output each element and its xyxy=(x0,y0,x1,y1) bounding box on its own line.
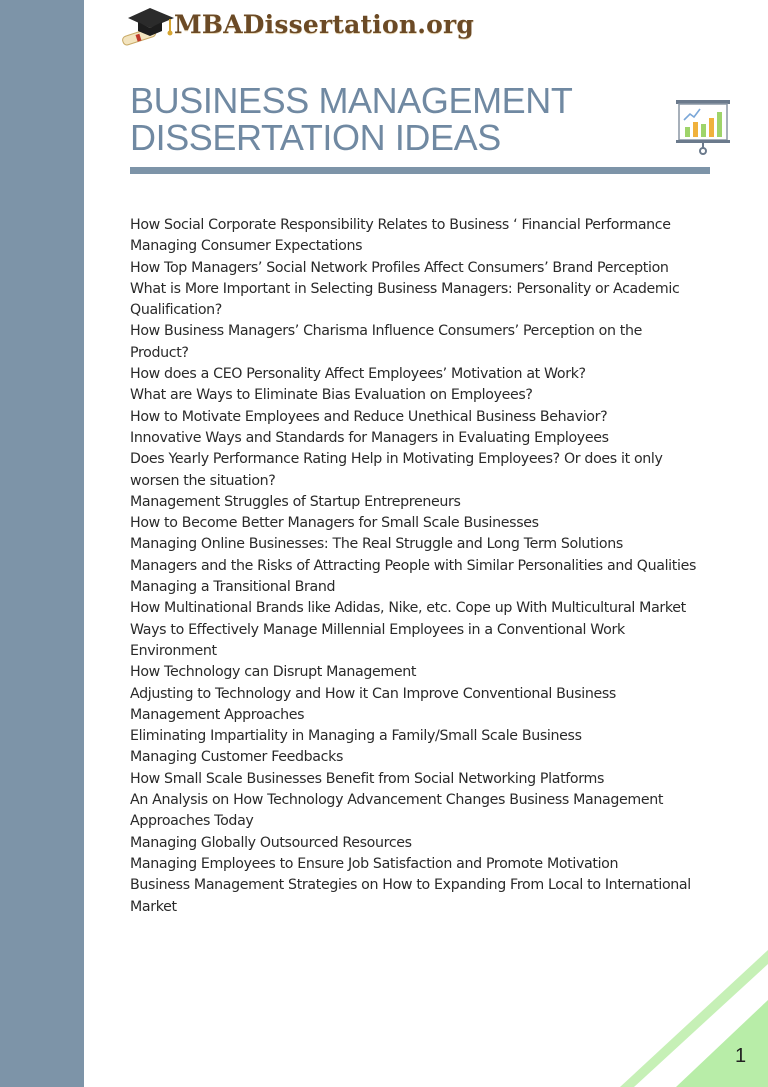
list-item: Managing a Transitional Brand xyxy=(130,579,336,596)
list-item: What are Ways to Eliminate Bias Evaluation on Employees? xyxy=(130,387,533,404)
list-item: How Top Managers’ Social Network Profiles Affect Consumers’ Brand Perception xyxy=(130,259,669,276)
list-item: Managers and the Risks of Attracting People with Similar Personalities and Qualities xyxy=(130,557,696,574)
page-number: 1 xyxy=(735,1045,747,1067)
list-item: Does Yearly Performance Rating Help in Motivating Employees? Or does it only worsen the situation? xyxy=(130,451,663,489)
list-item: What is More Important in Selecting Business Managers: Personality or Academic Qualification? xyxy=(130,280,680,319)
site-logo[interactable] xyxy=(118,4,478,48)
list-item: How to Become Better Managers for Small Scale Businesses xyxy=(130,515,539,532)
presentation-chart-icon xyxy=(674,100,732,156)
left-sidebar-band xyxy=(0,0,84,1087)
dissertation-ideas-list xyxy=(130,215,700,918)
title-line-1: BUSINESS MANAGEMENT xyxy=(130,80,573,121)
list-item: Managing Globally Outsourced Resources xyxy=(130,834,412,851)
list-item: Adjusting to Technology and How it Can Improve Conventional Business Management Approaches xyxy=(130,685,616,723)
list-item: Management Struggles of Startup Entrepreneurs xyxy=(130,493,461,510)
list-item: Managing Employees to Ensure Job Satisfaction and Promote Motivation xyxy=(130,855,619,872)
list-item: Eliminating Impartiality in Managing a Family/Small Scale Business xyxy=(130,728,582,745)
list-item: An Analysis on How Technology Advancement Changes Business Management Approaches Today xyxy=(130,792,664,830)
list-item: Managing Online Businesses: The Real Struggle and Long Term Solutions xyxy=(130,536,623,553)
list-item: How to Motivate Employees and Reduce Unethical Business Behavior? xyxy=(130,408,608,425)
list-item: Ways to Effectively Manage Millennial Employees in a Conventional Work Environment xyxy=(130,621,625,659)
list-item: Business Management Strategies on How to Expanding From Local to International Market xyxy=(130,877,691,915)
page-title xyxy=(130,82,650,156)
list-item: How Small Scale Businesses Benefit from Social Networking Platforms xyxy=(130,770,604,787)
list-item: How Technology can Disrupt Management xyxy=(130,664,417,681)
list-item: How Business Managers’ Charisma Influence Consumers’ Perception on the Product? xyxy=(130,323,643,361)
list-item: How Social Corporate Responsibility Relates to Business ‘ Financial Performance xyxy=(130,217,671,233)
list-item: Managing Consumer Expectations xyxy=(130,238,363,255)
title-line-2: DISSERTATION IDEAS xyxy=(130,117,501,158)
list-item: How Multinational Brands like Adidas, Nike, etc. Cope up With Multicultural Market xyxy=(130,600,686,617)
list-item: Innovative Ways and Standards for Managers in Evaluating Employees xyxy=(130,429,609,446)
logo-text: MBADissertation.org xyxy=(174,10,475,39)
title-divider xyxy=(130,167,710,174)
list-item: Managing Customer Feedbacks xyxy=(130,749,344,766)
list-item: How does a CEO Personality Affect Employees’ Motivation at Work? xyxy=(130,366,586,383)
